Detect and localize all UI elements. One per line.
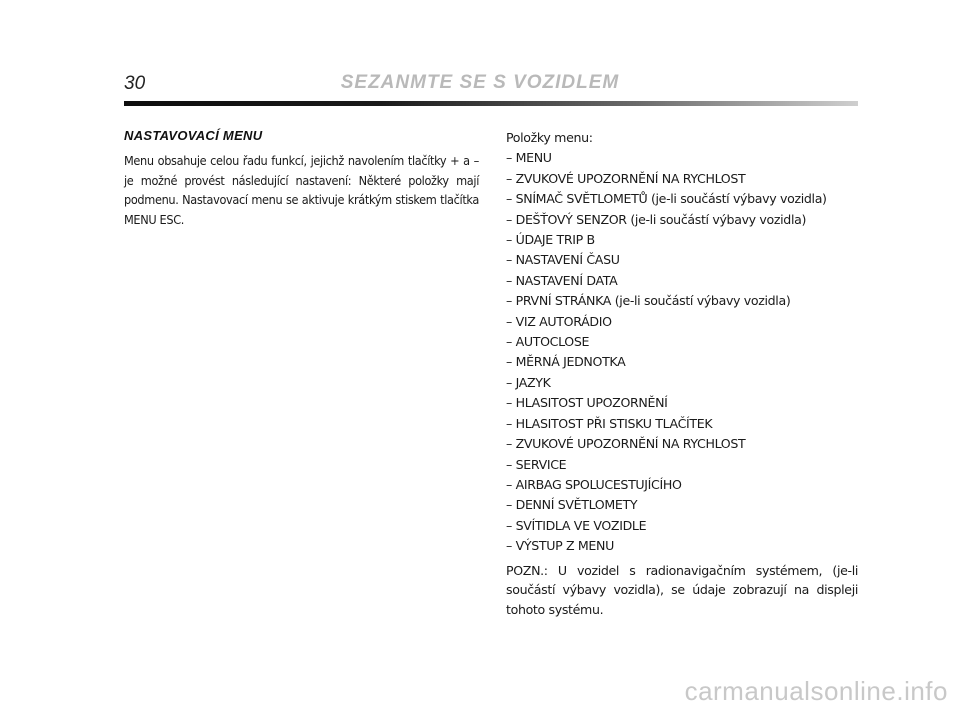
section-heading: NASTAVOVACÍ MENU <box>124 128 263 143</box>
menu-intro: Položky menu: <box>506 130 593 145</box>
menu-item-list <box>506 148 858 556</box>
menu-item: – PRVNÍ STRÁNKA (je-li součástí výbavy vozidla) <box>506 293 791 309</box>
right-column <box>506 128 858 619</box>
menu-item: – NASTAVENÍ DATA <box>506 272 618 288</box>
menu-note: POZN.: U vozidel s radionavigačním systémem, (je-li součástí výbavy vozidla), se údaje zobrazují na displeji tohoto systému. <box>506 562 858 617</box>
page-number: 30 <box>124 73 146 94</box>
menu-item: – HLASITOST PŘI STISKU TLAČÍTEK <box>506 415 713 431</box>
menu-item: – NASTAVENÍ ČASU <box>506 252 620 268</box>
menu-item: – VIZ AUTORÁDIO <box>506 313 612 329</box>
menu-item: – DEŠŤOVÝ SENZOR (je-li součástí výbavy vozidla) <box>506 211 807 227</box>
menu-item: – HLASITOST UPOZORNĚNÍ <box>506 395 668 411</box>
menu-item: – JAZYK <box>506 374 551 390</box>
running-title: SEZANMTE SE S VOZIDLEM <box>340 72 620 93</box>
menu-item: – SNÍMAČ SVĚTLOMETŮ (je-li součástí výbavy vozidla) <box>506 191 827 207</box>
menu-item: – VÝSTUP Z MENU <box>506 538 614 554</box>
menu-item: – ZVUKOVÉ UPOZORNĚNÍ NA RYCHLOST <box>506 170 746 186</box>
menu-item: – DENNÍ SVĚTLOMETY <box>506 497 638 513</box>
section-paragraph: Menu obsahuje celou řadu funkcí, jejichž navolením tlačítky + a – je možné provést následující nastavení: Některé položky mají podmenu. Nastavovací menu se aktivuje krátkým stiskem tlačítka MENU ESC. <box>124 153 479 227</box>
menu-item: – ÚDAJE TRIP B <box>506 232 595 248</box>
menu-item: – MĚRNÁ JEDNOTKA <box>506 354 626 370</box>
watermark: carmanualsonline.info <box>684 676 948 706</box>
menu-item: – AIRBAG SPOLUCESTUJÍCÍHO <box>506 476 682 492</box>
menu-item: – SERVICE <box>506 456 567 472</box>
left-column <box>124 128 479 229</box>
menu-item: – ZVUKOVÉ UPOZORNĚNÍ NA RYCHLOST <box>506 436 746 452</box>
header-rule <box>124 101 858 106</box>
menu-item: – MENU <box>506 150 552 166</box>
menu-item: – SVÍTIDLA VE VOZIDLE <box>506 517 647 533</box>
menu-item: – AUTOCLOSE <box>506 334 590 350</box>
